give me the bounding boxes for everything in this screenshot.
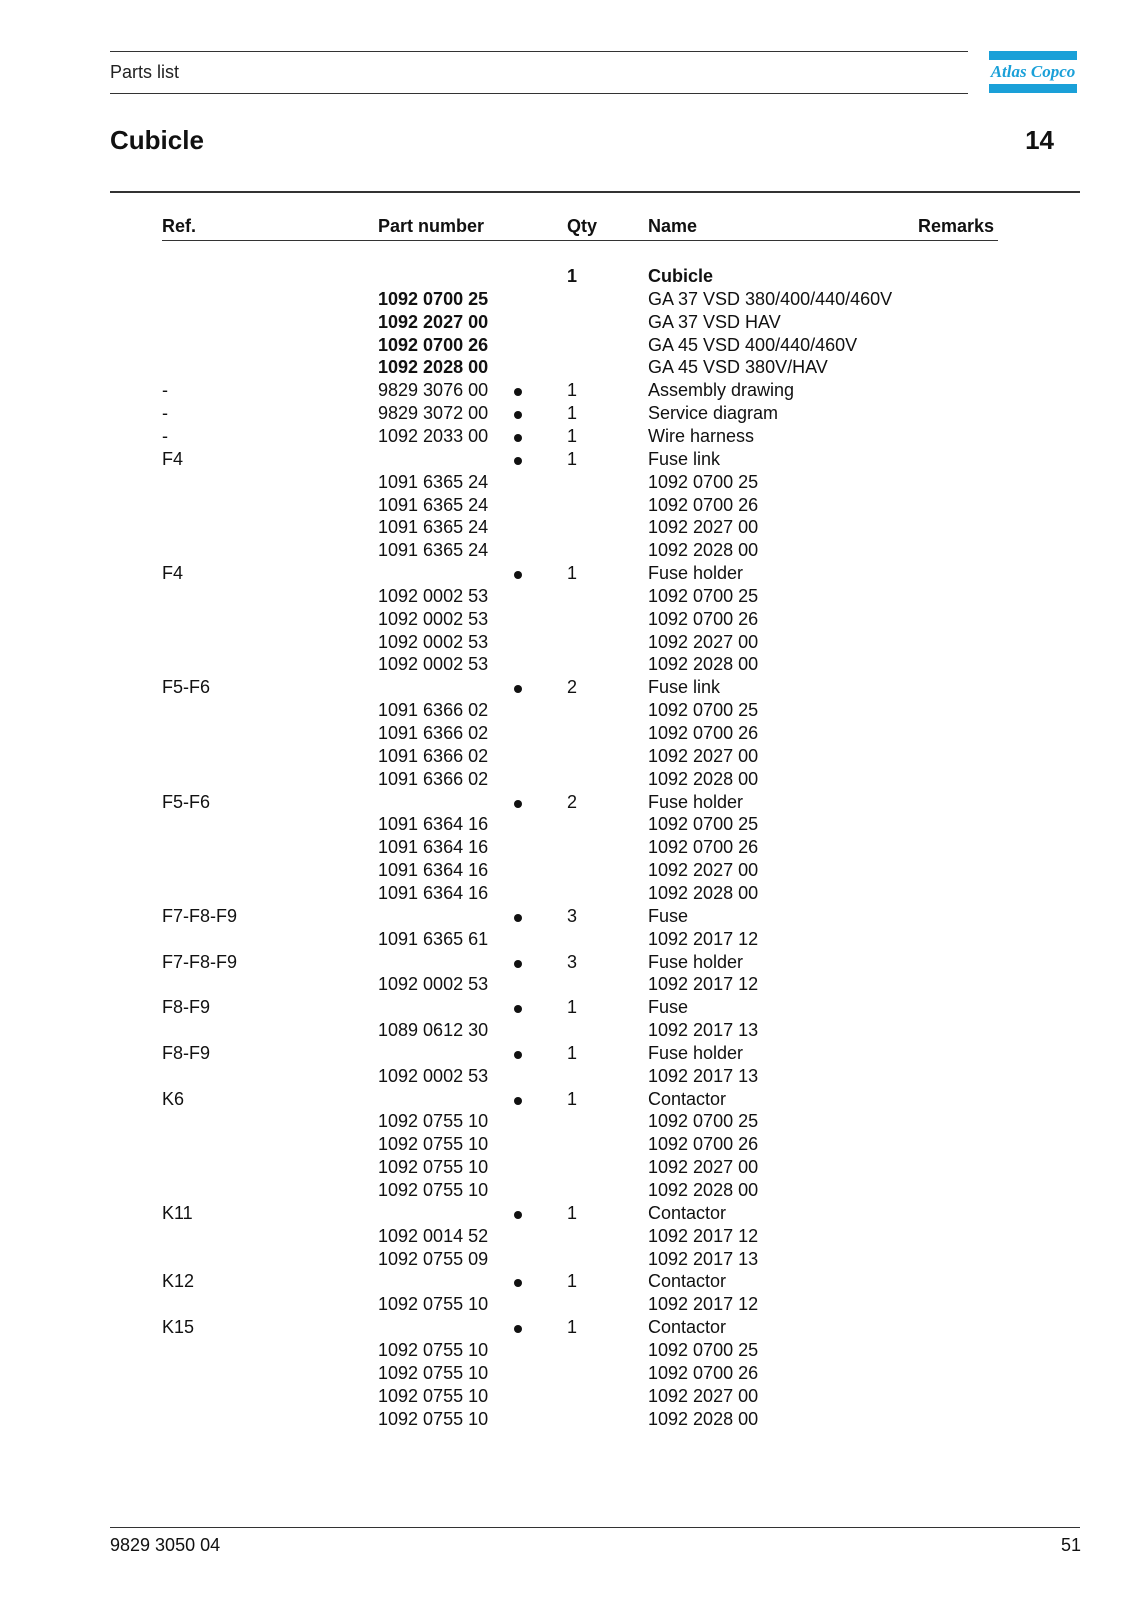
ref-cell: F8-F9	[162, 997, 211, 1018]
section-label: Parts list	[110, 62, 180, 82]
part-number-cell: 1092 0755 10	[378, 1157, 489, 1178]
table-row	[0, 1293, 1131, 1316]
name-cell: Fuse holder	[648, 951, 744, 972]
ref-cell: F5-F6	[162, 677, 211, 698]
footer-rule	[110, 1527, 1080, 1528]
table-row	[0, 973, 1131, 996]
table-row	[0, 1110, 1131, 1133]
table-row	[0, 951, 1131, 974]
table-row	[0, 494, 1131, 517]
name-cell: 1092 0700 25	[648, 585, 759, 606]
bullet-marker	[514, 411, 522, 419]
name-cell: Fuse link	[648, 677, 721, 698]
name-cell: GA 37 VSD HAV	[648, 311, 781, 332]
header-top-rule	[110, 51, 968, 52]
name-cell: 1092 0700 26	[648, 837, 759, 858]
name-cell: 1092 2028 00	[648, 768, 759, 789]
column-header-part-number: Part number	[378, 216, 485, 236]
part-number-cell: 1092 2027 00	[378, 311, 489, 332]
name-cell: 1092 0700 25	[648, 471, 759, 492]
bullet-marker	[514, 1005, 522, 1013]
part-number-cell: 1092 2033 00	[378, 425, 489, 446]
name-cell: 1092 0700 25	[648, 1111, 759, 1132]
table-row	[0, 1248, 1131, 1271]
ref-cell: F8-F9	[162, 1042, 211, 1063]
part-number-cell: 9829 3072 00	[378, 403, 489, 424]
part-number-cell: 1091 6366 02	[378, 723, 489, 743]
name-cell: Fuse link	[648, 448, 721, 469]
name-cell: Contactor	[648, 1202, 727, 1223]
qty-cell: 1	[567, 403, 578, 424]
bullet-marker	[514, 457, 522, 465]
name-cell: 1092 0700 26	[648, 608, 759, 629]
part-number-cell: 1091 6364 16	[378, 860, 489, 881]
table-row	[0, 1362, 1131, 1385]
name-cell: 1092 0700 26	[648, 1362, 759, 1383]
table-row	[0, 928, 1131, 951]
part-number-cell: 1092 0755 10	[378, 1111, 489, 1132]
part-number-cell: 1092 0755 10	[378, 1408, 489, 1429]
name-cell: 1092 2017 12	[648, 1225, 759, 1246]
table-row	[0, 631, 1131, 654]
ref-cell: F4	[162, 448, 184, 469]
table-row	[0, 745, 1131, 768]
part-number-cell: 1092 0002 53	[378, 1065, 489, 1086]
table-row	[0, 334, 1131, 357]
part-number-cell: 1092 0014 52	[378, 1225, 489, 1246]
table-row	[0, 882, 1131, 905]
part-number-cell: 1092 0700 26	[378, 334, 489, 355]
column-header-remarks: Remarks	[918, 216, 995, 236]
table-row	[0, 288, 1131, 311]
name-cell: 1092 0700 26	[648, 1134, 759, 1155]
name-cell: 1092 0700 25	[648, 1339, 759, 1360]
qty-cell: 1	[567, 997, 578, 1018]
name-cell: 1092 2017 13	[648, 1020, 759, 1041]
table-row	[0, 471, 1131, 494]
table-row	[0, 448, 1131, 471]
qty-cell: 2	[567, 677, 578, 698]
qty-cell: 1	[567, 266, 578, 286]
part-number-cell: 1089 0612 30	[378, 1020, 489, 1041]
ref-cell: F7-F8-F9	[162, 951, 238, 972]
atlas-copco-logo	[989, 51, 1077, 93]
qty-cell: 1	[567, 425, 578, 446]
table-row	[0, 379, 1131, 402]
part-number-cell: 1092 0002 53	[378, 654, 489, 675]
name-cell: 1092 2027 00	[648, 745, 759, 766]
name-cell: 1092 2028 00	[648, 1180, 759, 1200]
ref-cell: F7-F8-F9	[162, 905, 238, 926]
part-number-cell: 1091 6364 16	[378, 814, 489, 835]
qty-cell: 1	[567, 563, 578, 584]
ref-cell: K15	[162, 1317, 195, 1338]
part-number-cell: 1091 6365 24	[378, 494, 489, 515]
bullet-marker	[514, 685, 522, 693]
table-row	[0, 265, 1131, 288]
bullet-marker	[514, 1325, 522, 1333]
title-rule	[110, 191, 1080, 193]
chapter-number: 14	[1025, 125, 1054, 155]
qty-cell: 1	[567, 1317, 578, 1338]
name-cell: GA 45 VSD 400/440/460V	[648, 334, 858, 355]
name-cell: Fuse	[648, 905, 689, 926]
table-row	[0, 356, 1131, 379]
part-number-cell: 1092 2028 00	[378, 357, 489, 378]
table-row	[0, 791, 1131, 814]
part-number-cell: 1092 0755 10	[378, 1134, 489, 1155]
name-cell: GA 45 VSD 380V/HAV	[648, 357, 828, 378]
name-cell: Fuse holder	[648, 563, 744, 584]
bullet-marker	[514, 800, 522, 808]
ref-cell: K12	[162, 1271, 195, 1292]
svg-text:Atlas Copco: Atlas Copco	[990, 62, 1076, 81]
column-header-ref: Ref.	[162, 216, 197, 236]
part-number-cell: 1092 0002 53	[378, 974, 489, 995]
name-cell: GA 37 VSD 380/400/440/460V	[648, 288, 893, 309]
part-number-cell: 1091 6366 02	[378, 745, 489, 766]
name-cell: 1092 2027 00	[648, 860, 759, 881]
table-row	[0, 1270, 1131, 1293]
table-row	[0, 585, 1131, 608]
bullet-marker	[514, 914, 522, 922]
table-row	[0, 1019, 1131, 1042]
bullet-marker	[514, 1051, 522, 1059]
name-cell: 1092 0700 26	[648, 723, 759, 743]
name-cell: 1092 2027 00	[648, 517, 759, 538]
table-row	[0, 1042, 1131, 1065]
table-row	[0, 1225, 1131, 1248]
table-row	[0, 1339, 1131, 1362]
column-header-name: Name	[648, 216, 698, 236]
name-cell: 1092 2027 00	[648, 1385, 759, 1406]
bullet-marker	[514, 1279, 522, 1287]
part-number-cell: 1092 0755 10	[378, 1294, 489, 1315]
part-number-cell: 1091 6365 61	[378, 928, 489, 949]
ref-cell: F4	[162, 563, 184, 584]
name-cell: 1092 2017 12	[648, 1294, 759, 1315]
part-number-cell: 1091 6365 24	[378, 471, 489, 492]
table-row	[0, 608, 1131, 631]
table-row	[0, 676, 1131, 699]
ref-cell: F5-F6	[162, 791, 211, 812]
part-number-cell: 1091 6365 24	[378, 540, 489, 561]
part-number-cell: 1092 0755 10	[378, 1362, 489, 1383]
table-row	[0, 1408, 1131, 1431]
name-cell: 1092 0700 26	[648, 494, 759, 515]
name-cell: 1092 2027 00	[648, 1157, 759, 1178]
bullet-marker	[514, 434, 522, 442]
ref-cell: -	[162, 425, 168, 446]
name-cell: 1092 2027 00	[648, 631, 759, 652]
name-cell: Fuse	[648, 997, 689, 1018]
part-number-cell: 1092 0002 53	[378, 608, 489, 629]
page-number: 51	[1060, 1535, 1081, 1555]
table-row	[0, 699, 1131, 722]
table-row	[0, 1065, 1131, 1088]
name-cell: 1092 2028 00	[648, 882, 759, 903]
table-row	[0, 1179, 1131, 1202]
qty-cell: 1	[567, 1042, 578, 1063]
table-row	[0, 1202, 1131, 1225]
table-row	[0, 516, 1131, 539]
part-number-cell: 1092 0002 53	[378, 585, 489, 606]
ref-cell: -	[162, 403, 168, 424]
name-cell: Contactor	[648, 1088, 727, 1109]
part-number-cell: 1092 0755 09	[378, 1248, 489, 1269]
bullet-marker	[514, 571, 522, 579]
part-number-cell: 1092 0002 53	[378, 631, 489, 652]
part-number-cell: 1091 6366 02	[378, 768, 489, 789]
name-cell: 1092 2017 13	[648, 1248, 759, 1269]
part-number-cell: 1091 6366 02	[378, 700, 489, 721]
table-row	[0, 1133, 1131, 1156]
name-cell: 1092 2017 12	[648, 974, 759, 995]
ref-cell: K11	[162, 1202, 193, 1223]
table-row	[0, 539, 1131, 562]
table-row	[0, 402, 1131, 425]
name-cell: 1092 0700 25	[648, 700, 759, 721]
table-row	[0, 1156, 1131, 1179]
name-cell: Service diagram	[648, 403, 779, 424]
name-cell: Wire harness	[648, 425, 755, 446]
name-cell: Assembly drawing	[648, 380, 795, 401]
page-title: Cubicle	[110, 125, 204, 155]
name-cell: Contactor	[648, 1271, 727, 1292]
ref-cell: K6	[162, 1088, 185, 1109]
qty-cell: 1	[567, 1088, 578, 1109]
table-row	[0, 562, 1131, 585]
name-cell: Contactor	[648, 1317, 727, 1338]
table-row	[0, 836, 1131, 859]
part-number-cell: 1092 0755 10	[378, 1339, 489, 1360]
name-cell: 1092 2017 13	[648, 1065, 759, 1086]
table-row	[0, 1316, 1131, 1339]
bullet-marker	[514, 388, 522, 396]
column-header-qty: Qty	[567, 216, 598, 236]
table-row	[0, 1088, 1131, 1111]
part-number-cell: 1091 6365 24	[378, 517, 489, 538]
table-row	[0, 813, 1131, 836]
name-cell: 1092 2028 00	[648, 654, 759, 675]
qty-cell: 3	[567, 951, 578, 972]
part-number-cell: 1092 0755 10	[378, 1385, 489, 1406]
part-number-cell: 9829 3076 00	[378, 380, 489, 401]
table-row	[0, 722, 1131, 745]
table-row	[0, 311, 1131, 334]
name-cell: Fuse holder	[648, 1042, 744, 1063]
name-cell: 1092 2017 12	[648, 928, 759, 949]
header-bottom-rule	[110, 93, 968, 94]
qty-cell: 1	[567, 448, 578, 469]
bullet-marker	[514, 960, 522, 968]
table-row	[0, 859, 1131, 882]
table-row	[0, 768, 1131, 791]
bullet-marker	[514, 1211, 522, 1219]
part-number-cell: 1092 0755 10	[378, 1180, 489, 1200]
document-number: 9829 3050 04	[110, 1535, 221, 1555]
qty-cell: 1	[567, 380, 578, 401]
qty-cell: 1	[567, 1202, 578, 1223]
table-row	[0, 653, 1131, 676]
name-cell: Cubicle	[648, 266, 714, 286]
qty-cell: 2	[567, 791, 578, 812]
part-number-cell: 1091 6364 16	[378, 837, 489, 858]
name-cell: Fuse holder	[648, 791, 744, 812]
name-cell: 1092 2028 00	[648, 540, 759, 561]
table-row	[0, 996, 1131, 1019]
table-row	[0, 425, 1131, 448]
name-cell: 1092 2028 00	[648, 1408, 759, 1429]
part-number-cell: 1092 0700 25	[378, 288, 489, 309]
name-cell: 1092 0700 25	[648, 814, 759, 835]
qty-cell: 3	[567, 905, 578, 926]
bullet-marker	[514, 1097, 522, 1105]
table-header-rule	[162, 240, 998, 241]
table-row	[0, 1385, 1131, 1408]
part-number-cell: 1091 6364 16	[378, 882, 489, 903]
table-row	[0, 905, 1131, 928]
ref-cell: -	[162, 380, 168, 401]
qty-cell: 1	[567, 1271, 578, 1292]
